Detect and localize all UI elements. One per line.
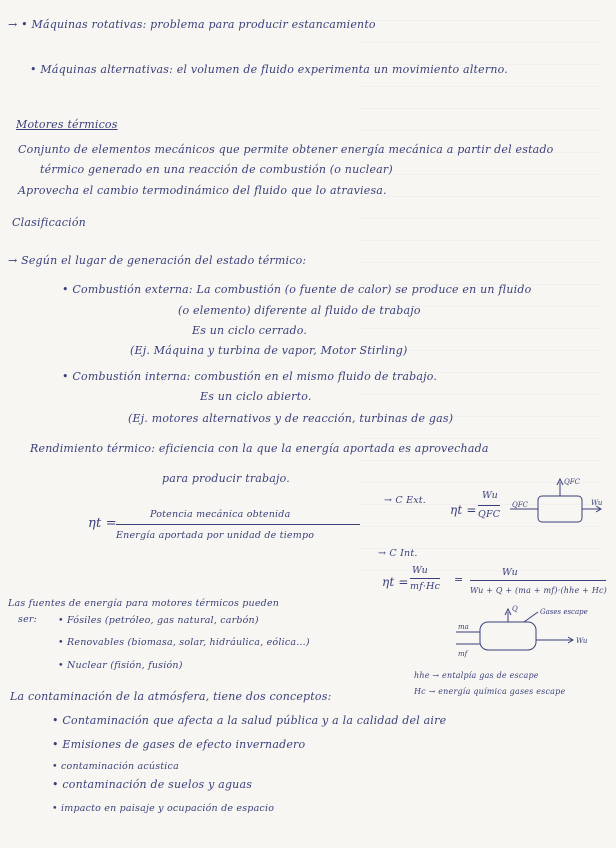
cint-equals: = xyxy=(454,573,464,586)
segun-line: → Según el lugar de generación del estado térmico: xyxy=(8,254,307,267)
cext-numerator: Wu xyxy=(482,490,498,501)
contaminacion-item1: • Contaminación que afecta a la salud pública y a la calidad del aire xyxy=(52,714,447,727)
motores-def-line1: Conjunto de elementos mecánicos que permite obtener energía mecánica a partir del estado xyxy=(18,143,554,156)
externa-line3: Es un ciclo cerrado. xyxy=(192,324,308,337)
cext-eta-symbol: ηt = xyxy=(450,503,477,517)
contaminacion-item4: • contaminación de suelos y aguas xyxy=(52,778,253,791)
motores-def-line2: térmico generado en una reacción de combustión (o nuclear) xyxy=(40,163,393,176)
cint-wu-label: Wu xyxy=(576,637,588,645)
cint-ma-label: ma xyxy=(458,623,469,631)
alternativas-line: • Máquinas alternativas: el volumen de fluido experimenta un movimiento alterno. xyxy=(30,63,508,76)
cint-numerator2: Wu xyxy=(502,567,518,578)
cext-wu-label: Wu xyxy=(591,499,603,507)
cint-gases-line xyxy=(524,612,538,622)
cext-engine-box xyxy=(538,496,582,522)
rendimiento-line1: Rendimiento térmico: eficiencia con la que la energía aportada es aprovechada xyxy=(30,442,489,455)
interna-line1: • Combustión interna: combustión en el mismo fluido de trabajo. xyxy=(62,370,438,383)
eta-main-symbol: ηt = xyxy=(88,516,117,531)
fuentes-ser: ser: xyxy=(18,614,38,625)
motores-title: Motores térmicos xyxy=(16,118,118,131)
cint-diagram xyxy=(454,602,604,660)
cint-engine-box xyxy=(480,622,536,650)
contaminacion-item2: • Emisiones de gases de efecto invernadero xyxy=(52,738,306,751)
externa-line1: • Combustión externa: La combustión (o fuente de calor) se produce en un fluido xyxy=(62,283,532,296)
cext-diagram xyxy=(506,474,606,534)
interna-line2: Es un ciclo abierto. xyxy=(200,390,312,403)
interna-line3: (Ej. motores alternativos y de reacción, turbinas de gas) xyxy=(128,412,454,425)
fuentes-line1: Las fuentes de energía para motores térmicos pueden xyxy=(8,598,280,609)
cint-gases-label: Gases escape xyxy=(540,608,588,616)
legend-hhe: hhe → entalpía gas de escape xyxy=(414,671,539,680)
cext-qin-label: QFC xyxy=(512,501,528,509)
eta-main-numerator: Potencia mecánica obtenida xyxy=(150,509,291,520)
cint-eta-symbol: ηt = xyxy=(382,575,409,589)
rendimiento-line2: para producir trabajo. xyxy=(162,472,290,485)
externa-line4: (Ej. Máquina y turbina de vapor, Motor Stirling) xyxy=(130,344,408,357)
eta-main-fraction-bar xyxy=(116,524,360,525)
cext-qfc-out-label: QFC xyxy=(564,478,580,486)
cint-numerator: Wu xyxy=(412,565,428,576)
cint-fraction-bar2 xyxy=(470,580,606,581)
externa-line2: (o elemento) diferente al fluido de trabajo xyxy=(178,304,421,317)
motores-def-line3: Aprovecha el cambio termodinámico del fluido que lo atraviesa. xyxy=(18,184,387,197)
contaminacion-item3: • contaminación acústica xyxy=(52,761,179,772)
cext-label: → C Ext. xyxy=(384,495,426,506)
cint-denominator2: Wu + Q + (ma + mf)·(hhe + Hc) xyxy=(470,586,607,595)
cint-label: → C Int. xyxy=(378,548,418,559)
eta-main-denominator: Energía aportada por unidad de tiempo xyxy=(116,530,315,541)
clasificacion-title: Clasificación xyxy=(12,216,86,229)
fuentes-fosiles: • Fósiles (petróleo, gas natural, carbón) xyxy=(58,615,259,626)
legend-hc: Hc → energía química gases escape xyxy=(414,687,566,696)
cint-q-label: Q xyxy=(512,605,518,613)
fuentes-nuclear: • Nuclear (fisión, fusión) xyxy=(58,660,183,671)
contaminacion-item5: • impacto en paisaje y ocupación de espacio xyxy=(52,803,275,814)
cint-denominator: mf·Hc xyxy=(410,581,441,592)
fuentes-renovables: • Renovables (biomasa, solar, hidráulica, eólica...) xyxy=(58,637,310,648)
contaminacion-line1: La contaminación de la atmósfera, tiene dos conceptos: xyxy=(10,690,332,703)
cint-mf-label: mf xyxy=(458,650,468,658)
cext-denominator: QFC xyxy=(478,509,501,520)
cext-fraction-bar xyxy=(478,505,500,506)
rotativas-line: → • Máquinas rotativas: problema para producir estancamiento xyxy=(8,18,376,31)
cint-fraction-bar xyxy=(410,578,440,579)
